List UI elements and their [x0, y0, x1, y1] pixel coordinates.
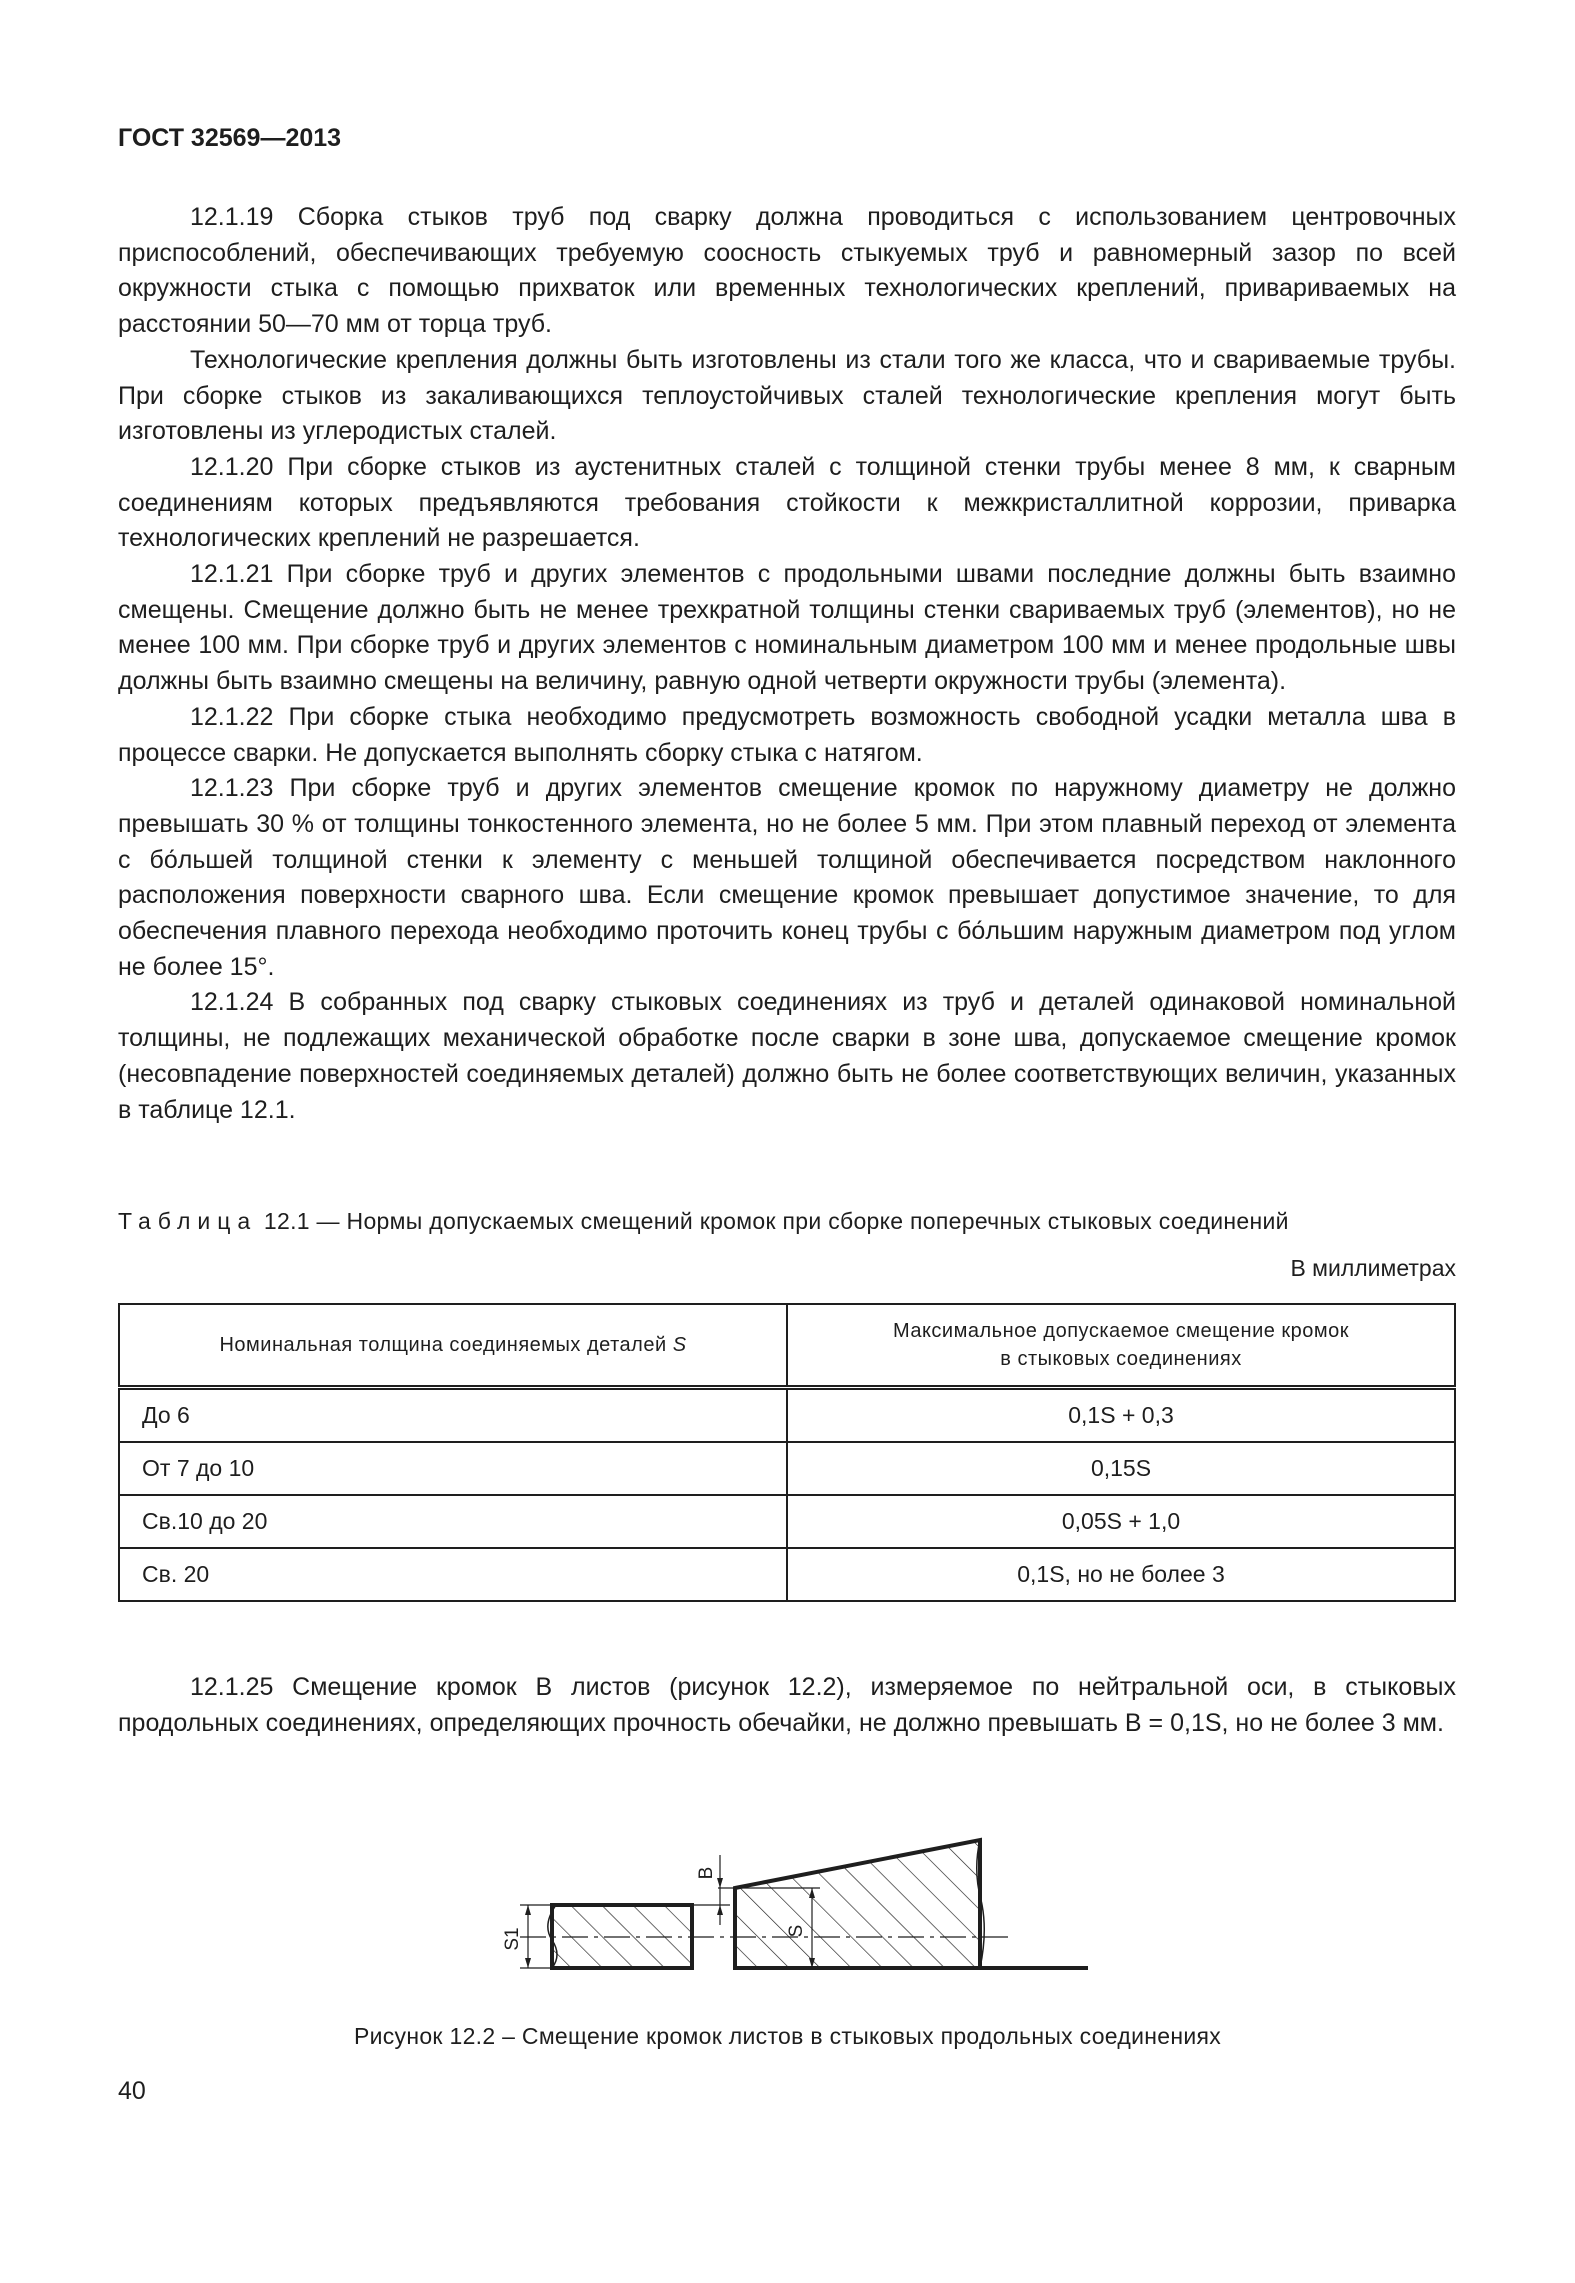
cell-thickness: Св. 20	[119, 1548, 787, 1601]
cell-offset: 0,1S + 0,3	[787, 1388, 1455, 1443]
cell-offset: 0,1S, но не более 3	[787, 1548, 1455, 1601]
paragraph-12-1-22: 12.1.22 При сборке стыка необходимо предусмотреть возможность свободной усадки металла шва в процессе сварки. Не допускается выполнять сборку стыка с натягом.	[118, 702, 1456, 767]
paragraph-12-1-19: 12.1.19 Сборка стыков труб под сварку должна проводиться с использованием центровочных приспособлений, обеспечивающих требуемую соосность стыкуемых труб и равномерный зазор по всей окружности стыка с помощью прихваток или временных технологических креплений, привариваемых на расстоянии 50—70 мм от торца труб.	[118, 203, 1456, 339]
document-header: ГОСТ 32569—2013	[118, 124, 342, 152]
header-symbol-s: S	[672, 1334, 687, 1356]
paragraph-12-1-24: 12.1.24 В собранных под сварку стыковых соединениях из труб и деталей одинаковой номинальной толщины, не подлежащих механической обработке после сварки в зоне шва, допускаемое смещение кромок (несовпадение поверхностей соединяемых деталей) должно быть не более соответствующих величин, указанных в таблице 12.1.	[118, 988, 1456, 1124]
table-units: В миллиметрах	[1290, 1255, 1456, 1281]
header-max-offset: Максимальное допускаемое смещение кромок в стыковых соединениях	[787, 1304, 1455, 1388]
table-row	[119, 1495, 1455, 1548]
paragraph-12-1-20: 12.1.20 При сборке стыков из аустенитных сталей с толщиной стенки трубы менее 8 мм, к сварным соединениям которых предъявляются требования стойкости к межкристаллитной коррозии, приварка технологических креплений не разрешается.	[118, 452, 1456, 553]
table-caption-text: 12.1 — Нормы допускаемых смещений кромок при сборке поперечных стыковых соединений	[263, 1208, 1289, 1234]
sheet-offset-figure	[490, 1825, 1100, 1995]
table-row	[119, 1442, 1455, 1495]
figure-caption: Рисунок 12.2 – Смещение кромок листов в стыковых продольных соединениях	[353, 2023, 1222, 2049]
paragraph-12-1-25: 12.1.25 Смещение кромок B листов (рисунок 12.2), измеряемое по нейтральной оси, в стыковых продольных соединениях, определяющих прочность обечайки, не должно превышать B = 0,1S, но не более 3 мм.	[118, 1673, 1456, 1737]
page-number: 40	[118, 2077, 146, 2105]
body-text	[118, 200, 1456, 1128]
table-caption	[118, 1208, 1456, 1235]
paragraph-12-1-21: 12.1.21 При сборке труб и других элементов с продольными швами последние должны быть взаимно смещены. Смещение должно быть не менее трехкратной толщины стенки свариваемых труб (элементов), но не менее 100 мм. При сборке труб и других элементов с номинальным диаметром 100 мм и менее продольные швы должны быть взаимно смещены на величину, равную одной четверти окружности трубы (элемента).	[118, 560, 1456, 696]
table-row	[119, 1388, 1455, 1443]
table-caption-label: Таблица	[118, 1208, 258, 1234]
label-s: S	[786, 1924, 807, 1938]
table-header-row	[119, 1304, 1455, 1388]
label-b: B	[696, 1866, 717, 1880]
cell-offset: 0,05S + 1,0	[787, 1495, 1455, 1548]
cell-thickness: До 6	[119, 1388, 787, 1443]
cell-offset: 0,15S	[787, 1442, 1455, 1495]
offset-norms-table	[118, 1303, 1456, 1602]
header-thickness: Номинальная толщина соединяемых деталей S	[119, 1304, 787, 1388]
cell-thickness: Св.10 до 20	[119, 1495, 787, 1548]
label-s1: S1	[502, 1927, 523, 1951]
paragraph-12-1-23: 12.1.23 При сборке труб и других элементов смещение кромок по наружному диаметру не должно превышать 30 % от толщины тонкостенного элемента, но не более 5 мм. При этом плавный переход от элемента с бо́льшей толщиной стенки к элементу с меньшей толщиной обеспечивается посредством наклонного расположения поверхности сварного шва. Если смещение кромок превышает допустимое значение, то для обеспечения плавного перехода необходимо проточить конец трубы с бо́льшим наружным диаметром под углом не более 15°.	[118, 774, 1456, 981]
paragraph-tech-fixtures: Технологические крепления должны быть изготовлены из стали того же класса, что и свариваемые трубы. При сборке стыков из закаливающихся теплоустойчивых сталей технологические крепления могут быть изготовлены из углеродистых сталей.	[118, 345, 1456, 446]
table-row	[119, 1548, 1455, 1601]
cell-thickness: От 7 до 10	[119, 1442, 787, 1495]
right-sheet	[735, 1840, 980, 1968]
after-table-text	[118, 1670, 1456, 1741]
